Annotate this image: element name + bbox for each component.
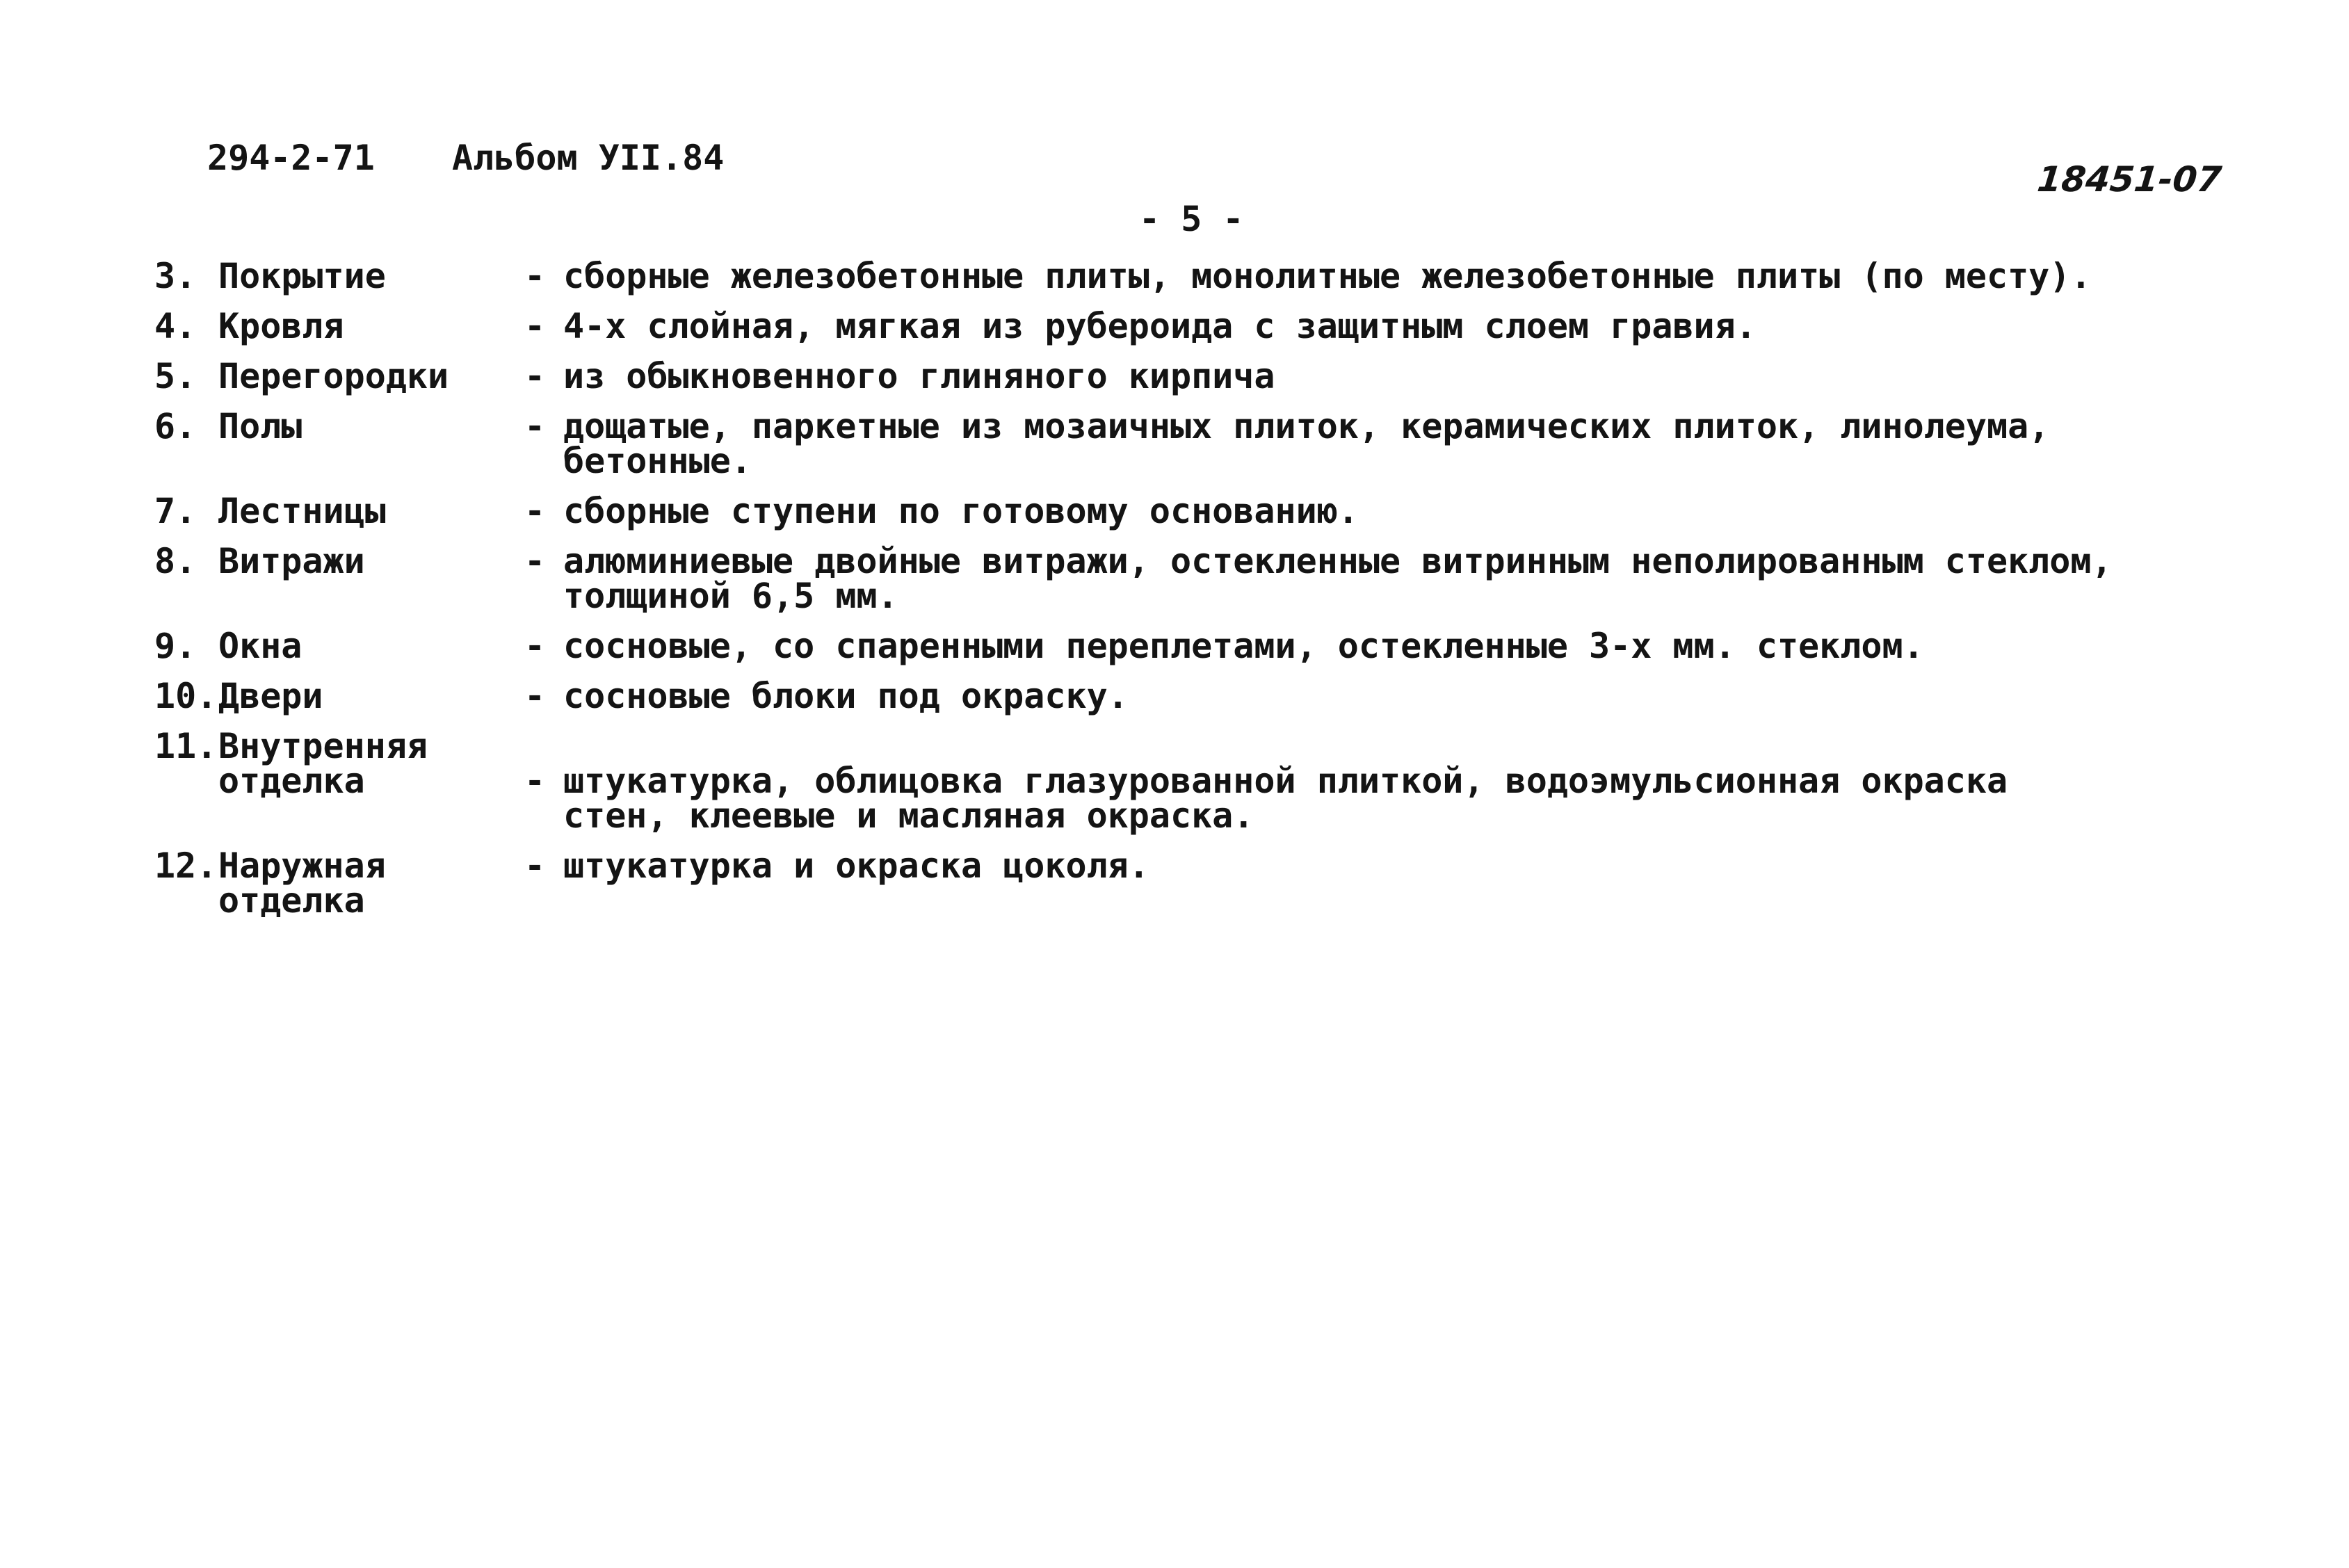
item-dash: - [524, 676, 546, 716]
list-item [154, 406, 2241, 481]
item-dash: - [524, 626, 546, 666]
item-description: сборные ступени по готовому основанию. [563, 491, 1359, 531]
item-label: Наружная отделка [218, 846, 386, 921]
item-dash: - [524, 541, 546, 581]
list-item [154, 256, 2241, 296]
item-number: 7. [154, 491, 197, 531]
item-label: Внутренняя отделка [218, 726, 428, 801]
item-number: 10. [154, 676, 218, 716]
list-item [154, 306, 2241, 346]
list-item [154, 626, 2241, 666]
list-item [154, 491, 2241, 531]
item-label: Лестницы [218, 491, 386, 531]
item-label: Покрытие [218, 256, 386, 296]
list-item [154, 726, 2241, 836]
document-code: 294-2-71 [207, 138, 375, 178]
item-number: 3. [154, 256, 197, 296]
item-description: 4-х слойная, мягкая из рубероида с защитным слоем гравия. [563, 306, 1757, 346]
list-item [154, 676, 2241, 716]
list-item [154, 846, 2241, 921]
item-label: Перегородки [218, 356, 449, 396]
item-label: Двери [218, 676, 323, 716]
item-number: 11. [154, 726, 218, 766]
item-number: 4. [154, 306, 197, 346]
item-number: 8. [154, 541, 197, 581]
item-description: из обыкновенного глиняного кирпича [563, 356, 1275, 396]
item-description: сосновые блоки под окраску. [563, 676, 1129, 716]
item-number: 6. [154, 406, 197, 446]
item-description: сборные железобетонные плиты, монолитные железобетонные плиты (по месту). [563, 256, 2092, 296]
item-description: штукатурка и окраска цоколя. [563, 846, 1149, 886]
item-dash: - [524, 491, 546, 531]
album-title: Альбом УII.84 [452, 138, 725, 178]
page-number: - 5 - [1139, 199, 1244, 239]
item-description: дощатые, паркетные из мозаичных плиток, керамических плиток, линолеума, бетонные. [563, 406, 2050, 481]
item-description: сосновые, со спаренными переплетами, остекленные 3-х мм. стеклом. [563, 626, 1924, 666]
handwritten-stamp-number: 18451-07 [2035, 159, 2224, 200]
item-number: 9. [154, 626, 197, 666]
item-label: Кровля [218, 306, 344, 346]
specification-list [154, 256, 2241, 933]
list-item [154, 541, 2241, 616]
item-label: Полы [218, 406, 302, 446]
item-description: алюминиевые двойные витражи, остекленные витринным неполированным стеклом, толщиной 6,5 мм. [563, 541, 2113, 616]
item-label: Витражи [218, 541, 365, 581]
item-dash: - [524, 406, 546, 446]
item-description: штукатурка, облицовка глазурованной плиткой, водоэмульсионная окраска стен, клеевые и масляная окраска. [563, 761, 2008, 836]
item-dash: - [524, 761, 546, 801]
list-item [154, 356, 2241, 396]
item-number: 12. [154, 846, 218, 886]
item-dash: - [524, 356, 546, 396]
item-label: Окна [218, 626, 302, 666]
item-number: 5. [154, 356, 197, 396]
item-dash: - [524, 306, 546, 346]
item-dash: - [524, 256, 546, 296]
item-dash: - [524, 846, 546, 886]
